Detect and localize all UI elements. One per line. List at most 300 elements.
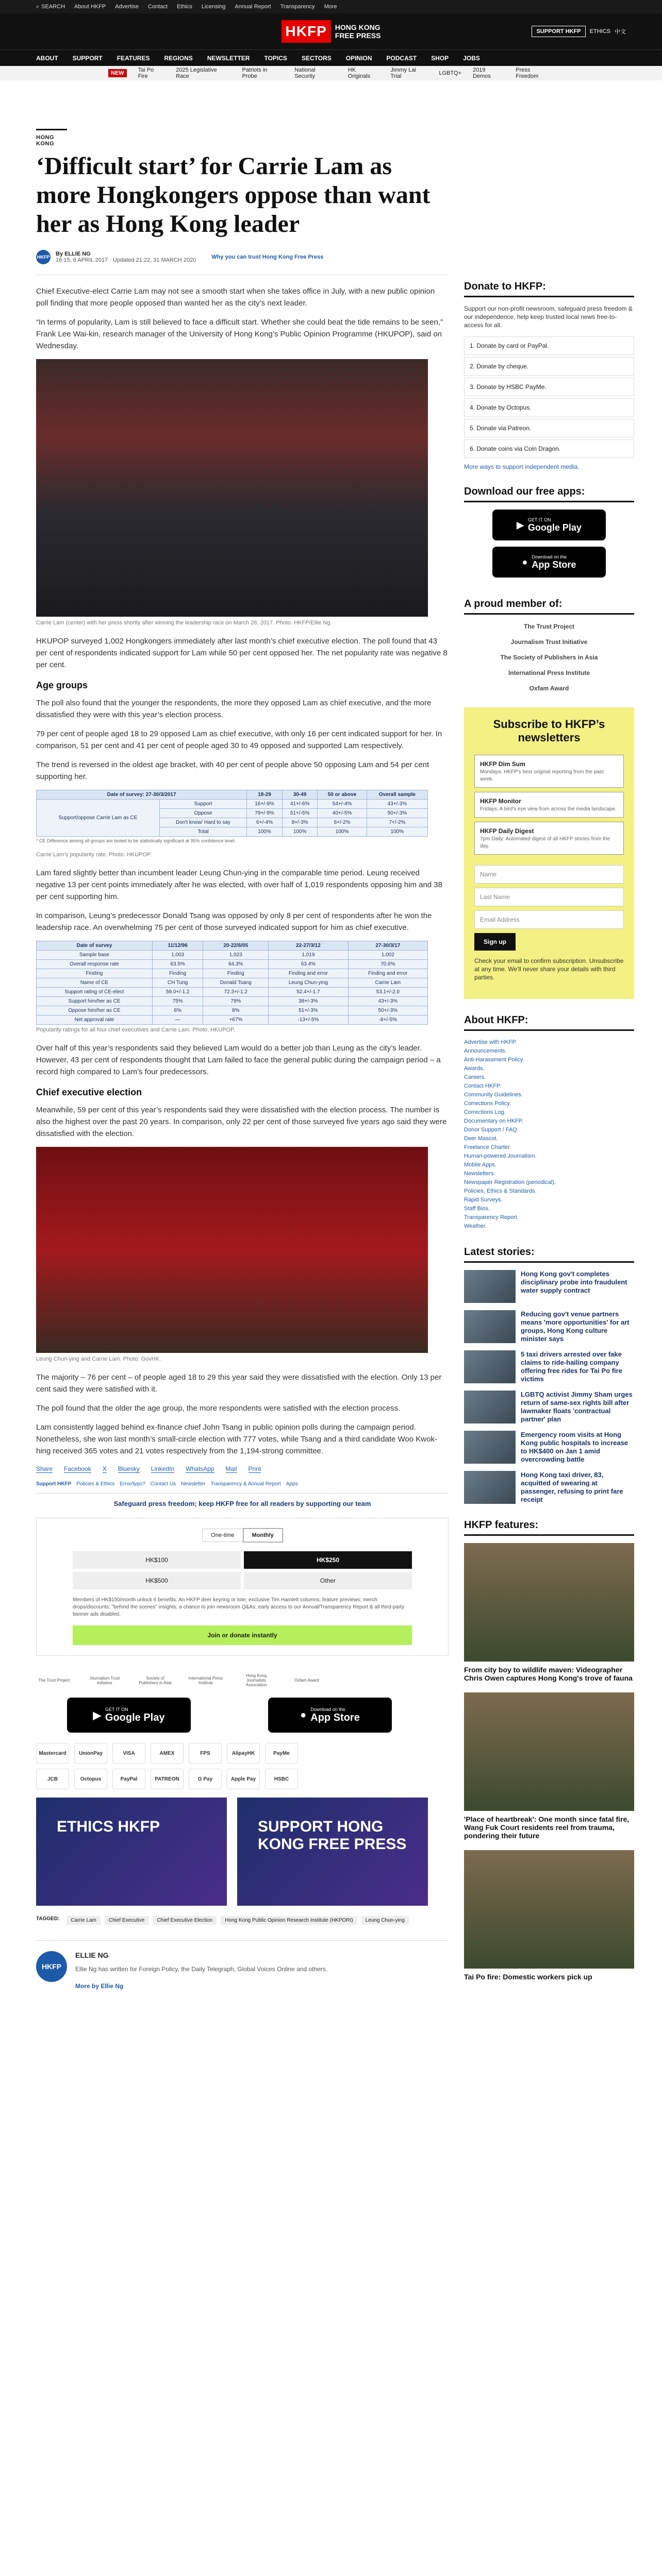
nav-item[interactable]: REGIONS <box>164 54 193 62</box>
table-cell: 63.5% <box>152 960 203 969</box>
feature-story[interactable]: From city boy to wildlife maven: Videographer Chris Owen captures Hong Kong's trove of fauna <box>464 1543 634 1682</box>
table-cell: Support rating of CE-elect <box>37 988 153 997</box>
story-thumbnail <box>464 1391 516 1423</box>
logo-wordmark: HONG KONG FREE PRESS <box>335 23 381 40</box>
about-heading: About HKFP: <box>464 1014 634 1031</box>
table-cell: 41+/-6% <box>282 800 318 809</box>
table-cell: 72.3+/-1.2 <box>203 988 269 997</box>
support-link[interactable]: Error/typo? <box>120 1481 145 1487</box>
share-linkedin[interactable]: LinkedIn <box>151 1465 175 1472</box>
feature-story[interactable]: 'Place of heartbreak': One month since fatal fire, Wang Fuk Court residents reel from trauma, pondering their future <box>464 1692 634 1840</box>
visa-logo[interactable]: VISA <box>112 1743 145 1764</box>
site-logo[interactable] <box>282 20 381 43</box>
paragraph: The poll found that the older the age group, the more respondents were satisfied with the election process. <box>36 1404 401 1413</box>
table-header: Date of survey <box>37 941 153 951</box>
app-badges <box>67 1698 449 1733</box>
headline: ‘Difficult start’ for Carrie Lam as more Hongkongers oppose than want her as Hong Kong leader <box>36 152 431 238</box>
nav-item[interactable]: TOPICS <box>264 54 287 62</box>
table-cell: 38+/-3% <box>269 997 348 1006</box>
table-cell: 40+/-5% <box>318 809 367 818</box>
google-play-icon: ▶ <box>517 519 524 530</box>
donation-widget <box>36 1518 449 1656</box>
feature-image <box>464 1850 634 1969</box>
promo-banners <box>36 1798 449 1906</box>
feature-image <box>464 1692 634 1811</box>
author-box <box>36 1940 449 1990</box>
amount-option-other[interactable]: Other <box>244 1572 412 1589</box>
contact-link[interactable]: Contact <box>148 4 168 10</box>
sidebar <box>464 281 634 1991</box>
support-link[interactable]: Contact Us <box>150 1481 176 1487</box>
latest-story[interactable]: LGBTQ activist Jimmy Sham urges return of same-sex rights bill after lawmaker floats 'contractual partner' plan <box>464 1391 634 1423</box>
amount-option[interactable]: HK$500 <box>73 1572 241 1589</box>
article-photo-leung-and-lam <box>36 1147 428 1353</box>
ethics-link[interactable]: Ethics <box>176 4 192 10</box>
table-cell: Carrie Lam <box>348 978 427 988</box>
paragraph: Chief Executive-elect Carrie Lam may not see a smooth start when she takes office in July, with a new public opinion poll finding that more people opposed than wanted her as the city’s next leader. <box>36 287 435 308</box>
payme-logo[interactable]: PayMe <box>265 1743 298 1764</box>
mastercard-logo[interactable]: Mastercard <box>36 1743 69 1764</box>
story-thumbnail <box>464 1431 516 1464</box>
table-cell: 1,023 <box>203 951 269 960</box>
table-cell: 8% <box>203 1006 269 1015</box>
table-cell: 79% <box>203 997 269 1006</box>
article-tags <box>36 1916 449 1925</box>
author-bio: Ellie Ng has written for Foreign Policy, the Daily Telegraph, Global Voices Online and others. <box>75 1965 328 1973</box>
age-group-table <box>36 790 428 837</box>
table-row <box>37 978 428 988</box>
story-thumbnail <box>464 1350 516 1383</box>
about-link[interactable]: Announcements. <box>464 1048 507 1054</box>
ipi-logo[interactable]: International Press Institute <box>188 1675 223 1685</box>
publish-date: 16:15, 6 APRIL 2017 · Updated 21:22, 31 MARCH 2020 <box>56 257 196 263</box>
table-header: Overall sample <box>367 790 427 800</box>
table-cell: 100% <box>282 827 318 837</box>
main-nav <box>0 49 662 66</box>
support-link[interactable]: Apps <box>286 1481 298 1487</box>
about-link[interactable]: Policies, Ethics & Standards. <box>464 1188 537 1194</box>
table-row <box>37 951 428 960</box>
newsletter-fine-print: Check your email to confirm subscription. Unsubscribe at any time. We'll never share your details with third parties. <box>474 957 624 981</box>
author-avatar: HKFP <box>36 1951 67 1982</box>
table-cell: CH Tung <box>152 978 203 988</box>
newsletter-option[interactable]: HKFP Monitor Fridays: A bird's eye view from across the media landscape. <box>474 792 624 818</box>
author-avatar: HKFP <box>36 250 51 264</box>
section-heading: Age groups <box>36 680 88 690</box>
member-logo[interactable]: The Society of Publishers in Asia <box>500 654 598 661</box>
trending-link[interactable]: Tai Po Fire <box>138 67 154 79</box>
table-cell: Finding and error <box>348 969 427 978</box>
table-cell: Finding <box>152 969 203 978</box>
table-cell: 79+/-9% <box>247 809 283 818</box>
table-cell: 1,002 <box>348 951 427 960</box>
more-by-author-link[interactable]: More by Ellie Ng <box>75 1982 124 1990</box>
about-link[interactable]: Newsletters. <box>464 1171 495 1177</box>
licensing-link[interactable]: Licensing <box>201 4 226 10</box>
table-cell: 51+/-5% <box>282 809 318 818</box>
donate-method[interactable]: 1. Donate by card or PayPal. <box>464 336 634 355</box>
about-link[interactable]: Rapid Surveys. <box>464 1197 503 1203</box>
author-name[interactable]: ELLIE NG <box>75 1951 109 1959</box>
share-whatsapp[interactable]: WhatsApp <box>186 1465 214 1472</box>
trending-link[interactable]: 2025 Legislative Race <box>176 67 217 79</box>
nav-item[interactable]: ABOUT <box>36 54 58 62</box>
table-row <box>37 800 428 809</box>
table-cell: -13+/-5% <box>269 1015 348 1025</box>
about-link[interactable]: Corrections Log. <box>464 1109 506 1115</box>
table-row <box>37 988 428 997</box>
chinese-language-link[interactable]: 中文 <box>615 29 626 35</box>
story-thumbnail <box>464 1471 516 1504</box>
nav-item[interactable]: OPINION <box>345 54 372 62</box>
table-cell: Leung Chun-ying <box>269 978 348 988</box>
search-link[interactable]: ⌕ SEARCH <box>36 3 65 10</box>
oxfam-award-logo[interactable]: Oxfam Award <box>294 1678 319 1683</box>
byline <box>36 250 449 264</box>
table-cell: Support <box>159 800 246 809</box>
member-logo[interactable]: International Press Institute <box>508 669 590 676</box>
table-footnote: * CE Difference among all groups are tested to be statistically significant at 95% confidence level. <box>36 838 236 843</box>
about-link[interactable]: Transparency Report. <box>464 1214 519 1221</box>
latest-story[interactable]: Hong Kong gov't completes disciplinary probe into fraudulent water supply contract <box>464 1270 634 1303</box>
monthly-option[interactable]: Monthly <box>243 1529 283 1542</box>
table-cell: 6+/-2% <box>318 818 367 827</box>
category-kicker[interactable]: HONG KONG <box>36 129 67 147</box>
table-row <box>37 960 428 969</box>
trending-link[interactable]: Press Freedom <box>516 67 539 79</box>
paragraph: Meanwhile, 59 per cent of this year’s respondents said they were dissatisfied with the election process. The number is also the highest over the past 20 years. In comparison, only 22 per cent of those surveyed five years ago said they were dissatisfied with the election. <box>36 1106 447 1138</box>
about-link[interactable]: Anti-Harassment Policy. <box>464 1057 524 1063</box>
donate-heading: Donate to HKFP: <box>464 281 634 297</box>
table-cell: 6+/-4% <box>247 818 283 827</box>
trust-project-logo[interactable]: The Trust Project <box>38 1678 70 1683</box>
safeguard-banner[interactable]: Safeguard press freedom; keep HKFP free for all readers by supporting our team <box>36 1493 449 1514</box>
table-cell: Sample base <box>37 951 153 960</box>
table-cell: 100% <box>367 827 427 837</box>
amount-options <box>73 1551 412 1589</box>
table-row <box>37 1006 428 1015</box>
hkja-logo[interactable]: Hong Kong Journalists Association <box>245 1673 267 1687</box>
table-cell: 1,003 <box>152 951 203 960</box>
ce-comparison-table <box>36 941 428 1025</box>
share-x[interactable]: X <box>102 1465 107 1472</box>
table-cell: 8+/-3% <box>282 818 318 827</box>
nav-item[interactable]: FEATURES <box>117 54 150 62</box>
nav-item[interactable]: SECTORS <box>301 54 332 62</box>
table-cell: Total <box>159 827 246 837</box>
member-heading: A proud member of: <box>464 598 634 615</box>
about-link[interactable]: Corrections Policy. <box>464 1100 511 1107</box>
table-cell: Oppose <box>159 809 246 818</box>
newsletter-option[interactable]: HKFP Dim Sum Mondays: HKFP's best original reporting from the past week. <box>474 755 624 788</box>
trending-link[interactable]: HK Originals <box>347 67 371 79</box>
table-cell: 1,019 <box>269 951 348 960</box>
table-caption: Carrie Lam’s popularity rate. Photo: HKUPOP. <box>36 852 152 858</box>
unionpay-logo[interactable]: UnionPay <box>74 1743 107 1764</box>
paypal-logo[interactable]: PayPal <box>112 1769 145 1789</box>
trending-link[interactable]: 2019 Demos <box>473 67 491 79</box>
member-logo[interactable]: Oxfam Award <box>529 685 569 692</box>
search-icon: ⌕ <box>36 3 40 10</box>
ethics-link[interactable]: ETHICS <box>589 28 610 35</box>
about-link[interactable]: Newspaper Registration (periodical). <box>464 1179 556 1185</box>
about-link[interactable]: Donor Support / FAQ. <box>464 1127 519 1133</box>
paragraph: 79 per cent of people aged 18 to 29 opposed Lam as chief executive, with only 16 per cent indicated support for her. In comparison, 51 per cent and 41 per cent of people aged 30 to 49 opposed and supported Lam respectively. <box>36 730 442 750</box>
article-photo-carrie-lam <box>36 359 428 617</box>
trending-bar <box>0 66 662 80</box>
hsbc-logo[interactable]: HSBC <box>265 1769 298 1789</box>
table-header: 11/12/96 <box>152 941 203 951</box>
photo-caption: Carrie Lam (center) with her press shortly after winning the leadership race on March 26, 2017. Photo: HKFP/Ellie Ng. <box>36 620 332 626</box>
hkfp-logo-mark: HKFP <box>282 20 331 43</box>
support-hkfp-button[interactable]: SUPPORT HKFP <box>532 26 585 37</box>
table-cell: Support/oppose Carrie Lam as CE <box>37 800 160 837</box>
tag[interactable]: Hong Kong Public Opinion Research Institute (HKPORI) <box>221 1916 357 1925</box>
report-link[interactable]: Annual Report <box>235 4 271 10</box>
table-header: Date of survey: 27-30/3/2017 <box>37 790 247 800</box>
google-play-icon: ▶ <box>93 1709 101 1721</box>
jti-logo[interactable]: Journalism Trust Initiative <box>89 1675 120 1685</box>
table-cell: 50+/-3% <box>367 809 427 818</box>
latest-story[interactable]: Emergency room visits at Hong Kong public hospitals to increase to HK$400 on Jan 1 amid overcrowding battle <box>464 1431 634 1464</box>
brand-actions <box>532 26 626 37</box>
table-cell: 43+/-3% <box>367 800 427 809</box>
table-row <box>37 997 428 1006</box>
newsletter-option[interactable]: HKFP Daily Digest 7pm Daily: Automated digest of all HKFP stories from the day. <box>474 822 624 855</box>
table-header: 18-29 <box>247 790 283 800</box>
table-caption: Popularity ratings for all four chief executives and Carrie Lam. Photo: HKUPOP. <box>36 1027 236 1033</box>
about-list <box>464 1038 634 1231</box>
app-store-badge[interactable]: ● Download on the App Store <box>268 1698 392 1733</box>
share-print[interactable]: Print <box>248 1465 261 1472</box>
about-link[interactable]: Freelance Charter. <box>464 1144 511 1150</box>
latest-story[interactable]: Reducing gov't venue partners means 'more opportunities' for art groups, Hong Kong culture minister says <box>464 1310 634 1343</box>
table-cell: 16+/-9% <box>247 800 283 809</box>
about-link[interactable]: Human-powered Journalism. <box>464 1153 537 1159</box>
share-label[interactable]: Share <box>36 1465 53 1472</box>
app-store-badge[interactable]: ● Download on the App Store <box>492 547 606 578</box>
table-cell: 7+/-2% <box>367 818 427 827</box>
advertise-link[interactable]: Advertise <box>115 4 139 10</box>
paragraph: The majority – 76 per cent – of people aged 18 to 29 this year said they were dissatisfied with the election. Only 13 per cent said they were satisfied with it. <box>36 1373 442 1394</box>
table-cell: — <box>152 1015 203 1025</box>
about-link[interactable]: Careers. <box>464 1074 486 1080</box>
table-cell: Finding <box>203 969 269 978</box>
table-cell: 43+/-3% <box>348 997 427 1006</box>
sopa-logo[interactable]: Society of Publishers in Asia <box>139 1675 172 1685</box>
trending-link[interactable]: National Security <box>294 67 316 79</box>
donate-method[interactable]: 2. Donate by cheque. <box>464 357 634 376</box>
octopus-logo[interactable]: Octopus <box>74 1769 107 1789</box>
gpay-logo[interactable]: G Pay <box>189 1769 222 1789</box>
support-link[interactable]: Newsletter <box>181 1481 206 1487</box>
table-header: 27-30/3/17 <box>348 941 427 951</box>
latest-story[interactable]: Hong Kong taxi driver, 83, acquitted of swearing at passenger, refusing to print fare receipt <box>464 1471 634 1504</box>
support-link[interactable]: Policies & Ethics <box>76 1481 115 1487</box>
member-logo[interactable]: Journalism Trust Initiative <box>510 638 588 646</box>
table-cell: 100% <box>318 827 367 837</box>
apple-icon: ● <box>522 556 528 567</box>
share-bluesky[interactable]: Bluesky <box>118 1465 140 1472</box>
about-link[interactable]: Documentary on HKFP. <box>464 1118 523 1124</box>
member-benefits: Members of HK$150/month unlock 6 benefits: An HKFP deer keyring or tote; exclusive Tim Hamlett columns; feature previews; merch drops/discounts; "behind the scenes" insights; a chance to join newsroom Q&As; early access to our Annual/Transparency Report & all third-party banner ads disabled. <box>73 1597 405 1617</box>
donate-method[interactable]: 4. Donate by Octopus. <box>464 398 634 417</box>
table-cell: 6% <box>152 1006 203 1015</box>
newsletter-heading: Subscribe to HKFP’s newsletters <box>493 718 605 744</box>
table-cell: Donald Tsang <box>203 978 269 988</box>
support-promo[interactable]: SUPPORT HONG KONG FREE PRESS <box>237 1798 428 1906</box>
paragraph: Lam fared slightly better than incumbent leader Leung Chun-ying in the comparable time period. Leung received negative 13 per cent points immediately after he was elected, with over half of 1,019 respondents opposing him and 38 per cent supporting him. <box>36 869 442 901</box>
latest-story[interactable]: 5 taxi drivers arrested over fake claims to ride-hailing company offering free rides for Tai Po fire victims <box>464 1350 634 1383</box>
about-link[interactable]: Mobile Apps. <box>464 1162 496 1168</box>
table-cell: 63.4% <box>269 960 348 969</box>
amex-logo[interactable]: AMEX <box>151 1743 184 1764</box>
member-logo[interactable]: The Trust Project <box>523 623 575 630</box>
table-cell: Finding <box>37 969 153 978</box>
table-cell: Overall response rate <box>37 960 153 969</box>
article <box>36 129 449 1990</box>
table-row <box>37 969 428 978</box>
share-bar <box>36 1465 449 1473</box>
jcb-logo[interactable]: JCB <box>36 1769 69 1789</box>
table-cell: 51+/-3% <box>269 1006 348 1015</box>
more-link[interactable]: More <box>324 4 337 10</box>
name-field[interactable]: Name <box>474 865 624 884</box>
apps-heading: Download our free apps: <box>464 486 634 502</box>
frequency-toggle <box>73 1529 412 1542</box>
newsletter-signup <box>464 707 634 999</box>
paragraph: The trend is reversed in the oldest age bracket, with 40 per cent of people above 50 opposing Lam and 54 per cent supporting her. <box>36 760 429 781</box>
table-cell: 50+/-3% <box>348 1006 427 1015</box>
google-play-badge[interactable]: ▶ GET IT ON Google Play <box>67 1698 191 1733</box>
apple-icon: ● <box>300 1709 307 1721</box>
table-cell: 70.6% <box>348 960 427 969</box>
tag[interactable]: Carrie Lam <box>67 1916 100 1925</box>
more-ways-link[interactable]: More ways to support independent media. <box>464 463 580 470</box>
table-cell: 59.0+/-1.2 <box>152 988 203 997</box>
alipay-logo[interactable]: AlipayHK <box>227 1743 260 1764</box>
join-button[interactable]: Join or donate instantly <box>73 1625 412 1645</box>
paragraph: Lam consistently lagged behind ex-finance chief John Tsang in public opinion polls during the campaign period. Nonetheless, she won last month’s small-circle election with 777 votes, while Tsang and a third candidate Woo Kwok-hing received 365 votes and 21 votes respectively from the 1,194-strong committee. <box>36 1423 437 1455</box>
ethics-promo[interactable]: ETHICS HKFP <box>36 1798 227 1906</box>
about-link[interactable]: Community Guidelines. <box>464 1092 523 1098</box>
amount-option-selected[interactable]: HK$250 <box>244 1551 412 1569</box>
author-name[interactable]: By ELLIE NG <box>56 251 91 257</box>
table-cell: 53.1+/-2.0 <box>348 988 427 997</box>
trending-link[interactable]: LGBTQ+ <box>439 70 462 76</box>
table-cell: 100% <box>247 827 283 837</box>
paragraph: “In terms of popularity, Lam is still believed to face a difficult start. Whether she could beat the tide remains to be seen,” Frank Lee Wai-kin, research manager of the University of Hong Kong’s Public Opinion Programme (HKUPOP), said on Wednesday. <box>36 318 443 350</box>
table-cell: +67% <box>203 1015 269 1025</box>
share-mail[interactable]: Mail <box>225 1465 237 1472</box>
tag[interactable]: Chief Executive <box>105 1916 148 1925</box>
tag[interactable]: Leung Chun-ying <box>361 1916 409 1925</box>
table-row <box>37 1015 428 1025</box>
patreon-logo[interactable]: PATREON <box>151 1769 184 1789</box>
nav-item[interactable]: NEWSLETTER <box>207 54 250 62</box>
about-link[interactable]: Advertise with HKFP. <box>464 1039 517 1045</box>
support-link[interactable]: Transparency & Annual Report <box>210 1481 281 1487</box>
table-header: 22-27/3/12 <box>269 941 348 951</box>
table-header: 20-22/6/05 <box>203 941 269 951</box>
paragraph: In comparison, Leung’s predecessor Donald Tsang was opposed by only 8 per cent of respondents after he won the leadership race. An overwhelming 75 per cent of those surveyed indicated support for him as chief executive. <box>36 911 432 932</box>
transparency-link[interactable]: Transparency <box>280 4 315 10</box>
about-link[interactable]: Contact HKFP. <box>464 1083 501 1089</box>
feature-image <box>464 1543 634 1662</box>
nav-item[interactable]: SUPPORT <box>72 54 103 62</box>
table-cell: 64.3% <box>203 960 269 969</box>
support-links <box>36 1481 449 1487</box>
paragraph: HKUPOP surveyed 1,002 Hongkongers immediately after last month’s chief executive election. The poll found that 43 per cent of respondents indicated support for Lam while 50 per cent opposed her. The net popularity rate was negative 8 per cent. <box>36 637 448 669</box>
table-cell: 54+/-4% <box>318 800 367 809</box>
about-link[interactable]: Deer Mascot. <box>464 1136 498 1142</box>
top-utility-bar <box>0 0 662 13</box>
payment-methods <box>36 1743 449 1789</box>
latest-heading: Latest stories: <box>464 1246 634 1263</box>
trending-link[interactable]: Jimmy Lai Trial <box>390 67 416 79</box>
table-cell: Net approval rate <box>37 1015 153 1025</box>
tags-label: TAGGED: <box>36 1916 60 1922</box>
fps-logo[interactable]: FPS <box>189 1743 222 1764</box>
last-name-field[interactable]: Last Name <box>474 888 624 906</box>
about-link[interactable]: Awards. <box>464 1065 485 1072</box>
nav-item[interactable]: SHOP <box>431 54 449 62</box>
member-logos <box>36 1673 449 1687</box>
about-link[interactable]: Weather. <box>464 1223 487 1229</box>
section-heading: Chief executive election <box>36 1087 142 1097</box>
nav-item[interactable]: JOBS <box>463 54 480 62</box>
brand-bar <box>0 13 662 49</box>
features-heading: HKFP features: <box>464 1519 634 1536</box>
nav-item[interactable]: PODCAST <box>386 54 417 62</box>
table-cell: 52.4+/-1.7 <box>269 988 348 997</box>
email-field[interactable]: Email Address <box>474 910 624 929</box>
table-cell: Support him/her as CE <box>37 997 153 1006</box>
trending-link[interactable]: Patriots in Probe <box>242 67 268 79</box>
donate-method[interactable]: 6. Donate coins via Coin Dragon. <box>464 439 634 458</box>
table-cell: Don't know/ Hard to say <box>159 818 246 827</box>
new-badge: NEW <box>108 69 127 77</box>
signup-button[interactable]: Sign up <box>474 933 516 951</box>
about-link[interactable]: Staff Bios. <box>464 1206 490 1212</box>
applepay-logo[interactable]: Apple Pay <box>227 1769 260 1789</box>
table-cell: Oppose him/her as CE <box>37 1006 153 1015</box>
google-play-badge[interactable]: ▶ GET IT ON Google Play <box>492 510 606 540</box>
table-cell: 75% <box>152 997 203 1006</box>
photo-caption: Leung Chun-ying and Carrie Lam. Photo: GovHK. <box>36 1356 161 1362</box>
trust-link[interactable]: Why you can trust Hong Kong Free Press <box>211 254 324 260</box>
donate-text: Support our non-profit newsroom, safeguard press freedom & our independence, help keep trusted local news free-to-access for all. <box>464 305 633 329</box>
share-facebook[interactable]: Facebook <box>64 1465 91 1472</box>
tag[interactable]: Chief Executive Election <box>153 1916 217 1925</box>
paragraph: Over half of this year’s respondents said they believed Lam would do a better job than Leung as the city’s leader. However, 43 per cent of respondents thought that Lam failed to face the general public during the campaign period – a record high compared to Lam’s four predecessors. <box>36 1044 441 1076</box>
table-header: 30-49 <box>282 790 318 800</box>
paragraph: The poll also found that the younger the respondents, the more they opposed Lam as chief executive, and the more dissatisfied they were with this year’s election process. <box>36 699 432 719</box>
table-cell: Finding and error <box>269 969 348 978</box>
feature-story[interactable]: Tai Po fire: Domestic workers pick up <box>464 1850 634 1981</box>
table-cell: Name of CE <box>37 978 153 988</box>
amount-option[interactable]: HK$100 <box>73 1551 241 1569</box>
donate-method[interactable]: 3. Donate by HSBC PayMe. <box>464 378 634 396</box>
table-cell: -8+/-5% <box>348 1015 427 1025</box>
table-header: 50 or above <box>318 790 367 800</box>
about-link[interactable]: About HKFP <box>74 4 106 10</box>
support-link[interactable]: Support HKFP <box>36 1481 72 1487</box>
donate-method[interactable]: 5. Donate via Patreon. <box>464 419 634 437</box>
story-thumbnail <box>464 1270 516 1303</box>
one-time-option[interactable]: One-time <box>202 1529 243 1542</box>
story-thumbnail <box>464 1310 516 1343</box>
